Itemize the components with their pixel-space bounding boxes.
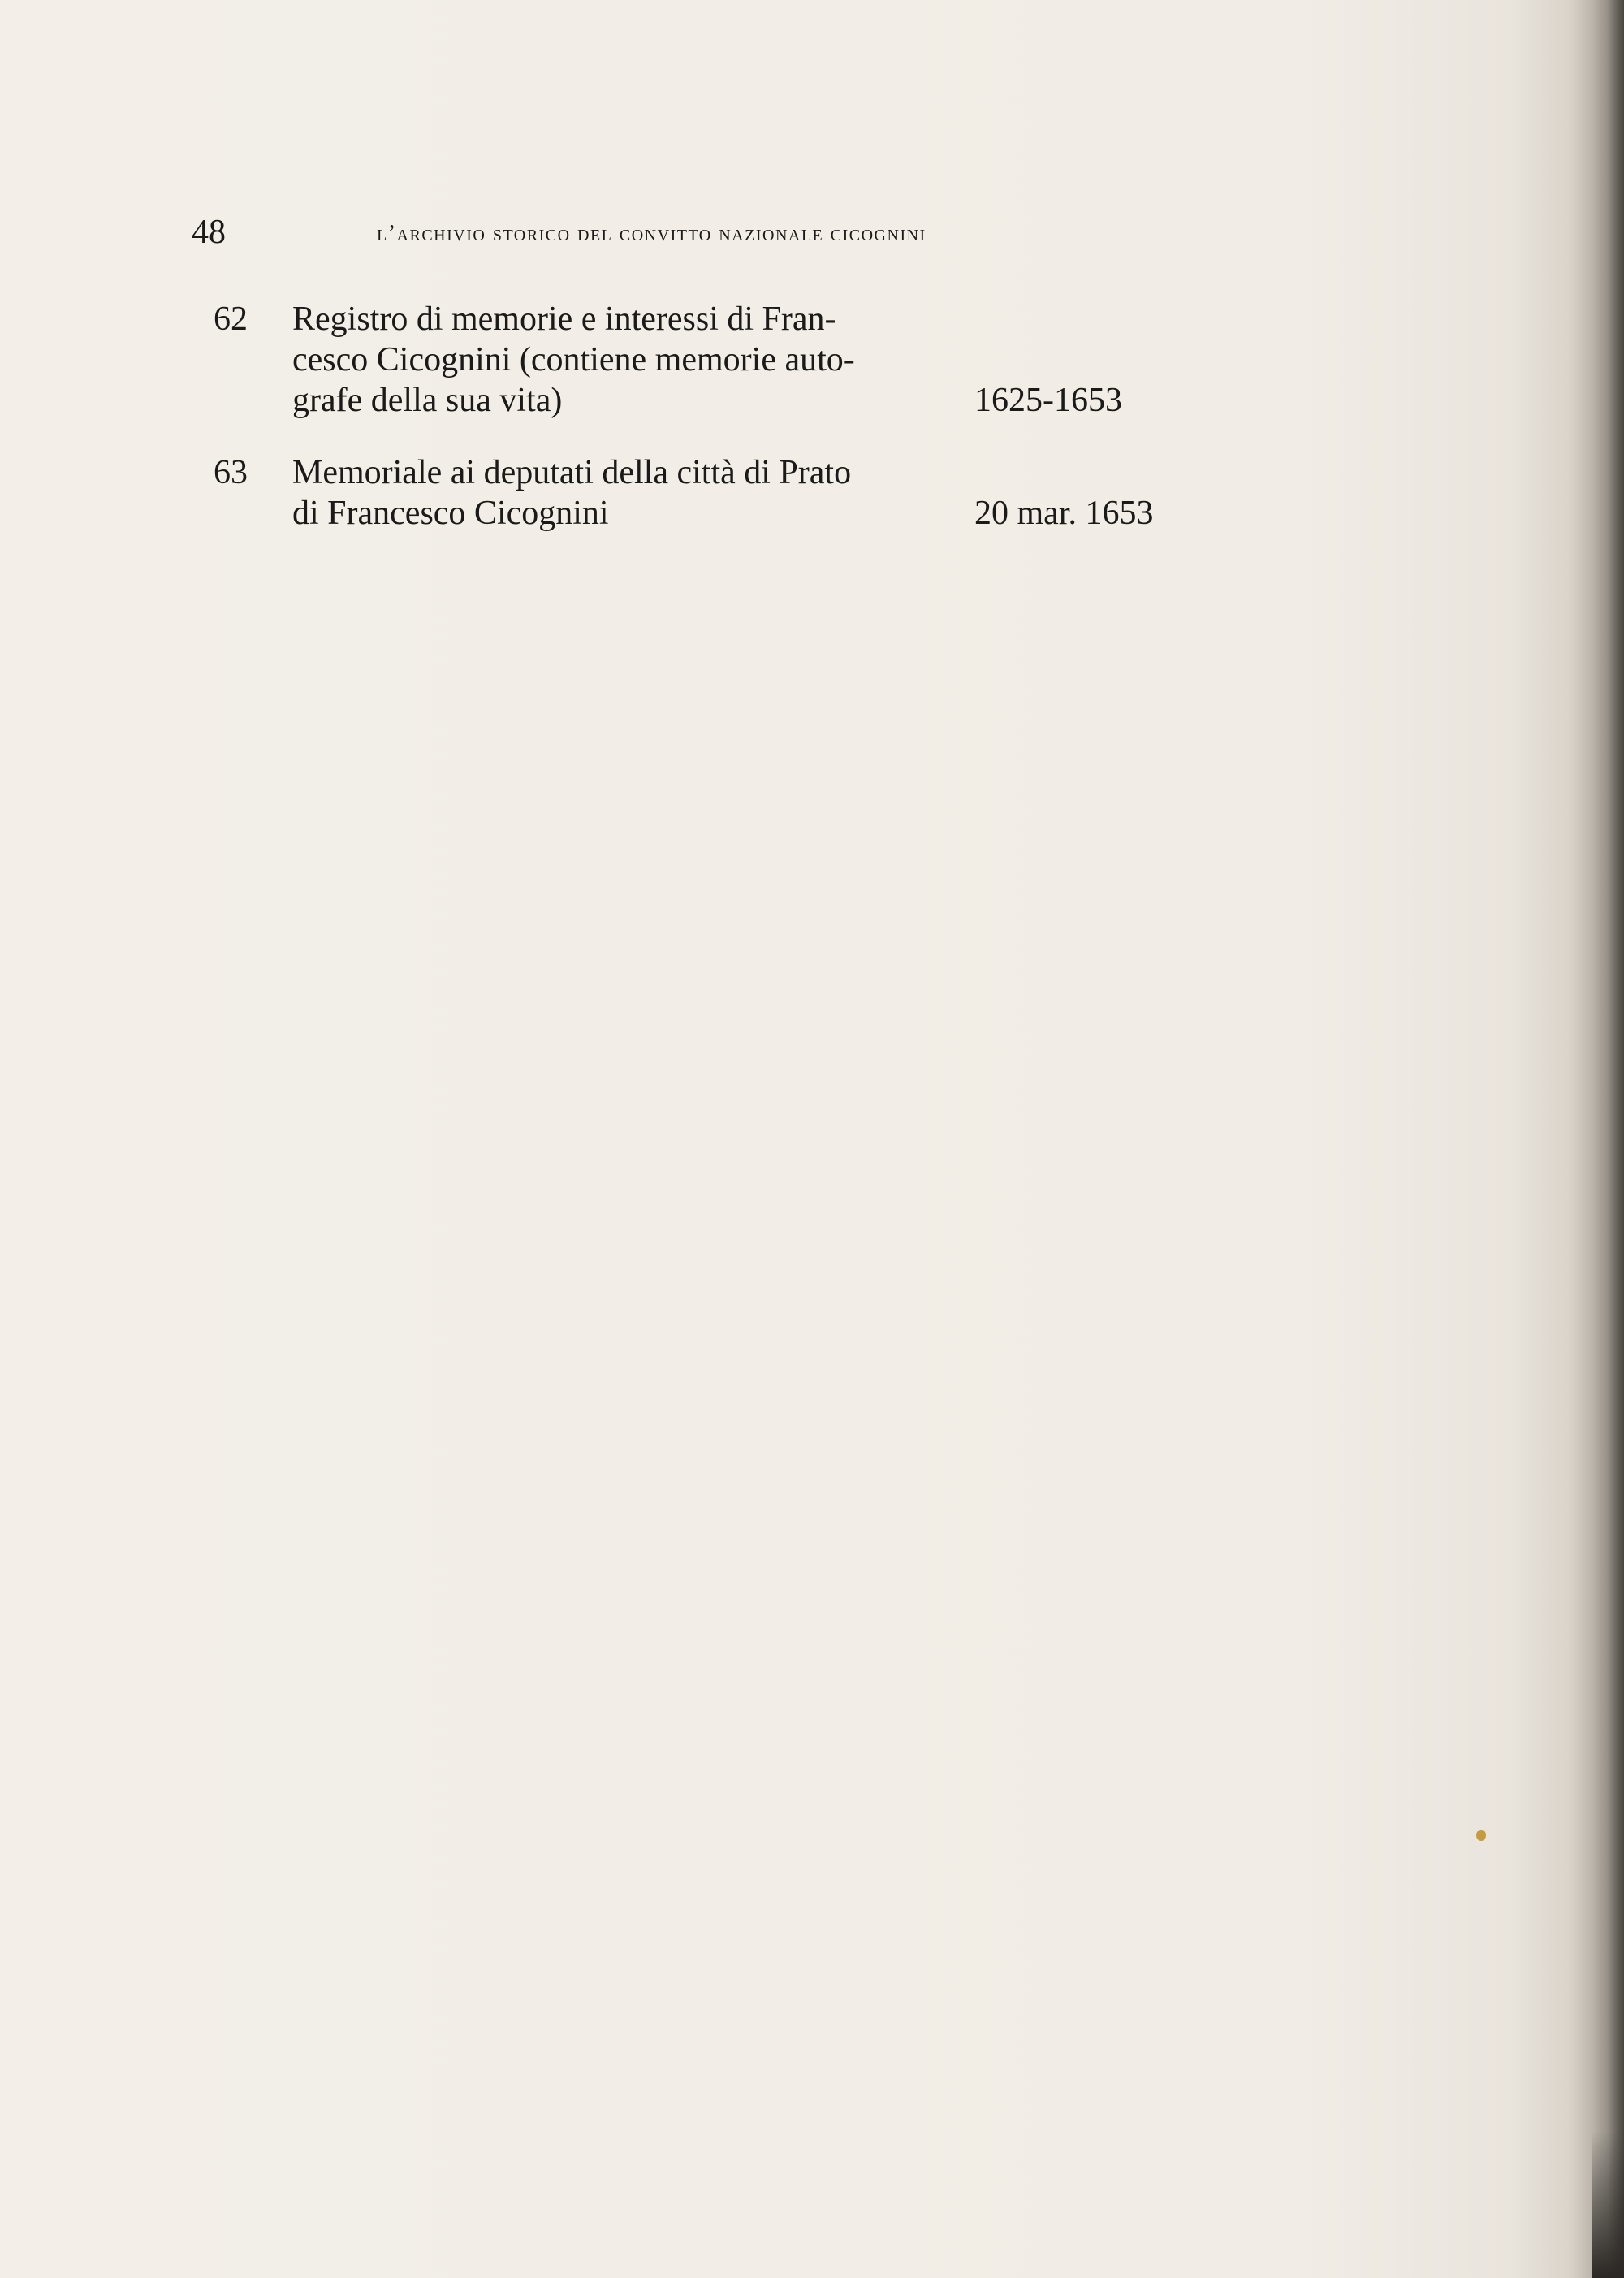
spine-shadow — [1567, 0, 1624, 2278]
entry-date: 20 mar. 1653 — [974, 495, 1154, 532]
inventory-entry — [192, 299, 1215, 429]
page-header — [192, 214, 1215, 250]
entry-description-line: grafe della sua vita) — [292, 382, 563, 419]
entry-number: 62 — [214, 300, 248, 338]
page-number: 48 — [192, 214, 226, 251]
entry-number: 63 — [214, 454, 248, 491]
corner-shadow — [1592, 2132, 1624, 2278]
paper-speck — [1476, 1830, 1486, 1841]
entry-description — [292, 452, 926, 534]
entry-description — [292, 299, 926, 421]
entry-description-line: cesco Cicognini (contiene memorie auto- — [292, 341, 855, 378]
entry-description-line: Memoriale ai deputati della città di Prato — [292, 454, 852, 491]
entry-description-line: Registro di memorie e interessi di Fran- — [292, 300, 836, 338]
inventory-entry — [192, 452, 1215, 542]
entry-date: 1625-1653 — [974, 382, 1122, 419]
entry-description-line: di Francesco Cicognini — [292, 495, 609, 532]
running-title: l’archivio storico del convitto nazionale cicognini — [377, 221, 926, 246]
